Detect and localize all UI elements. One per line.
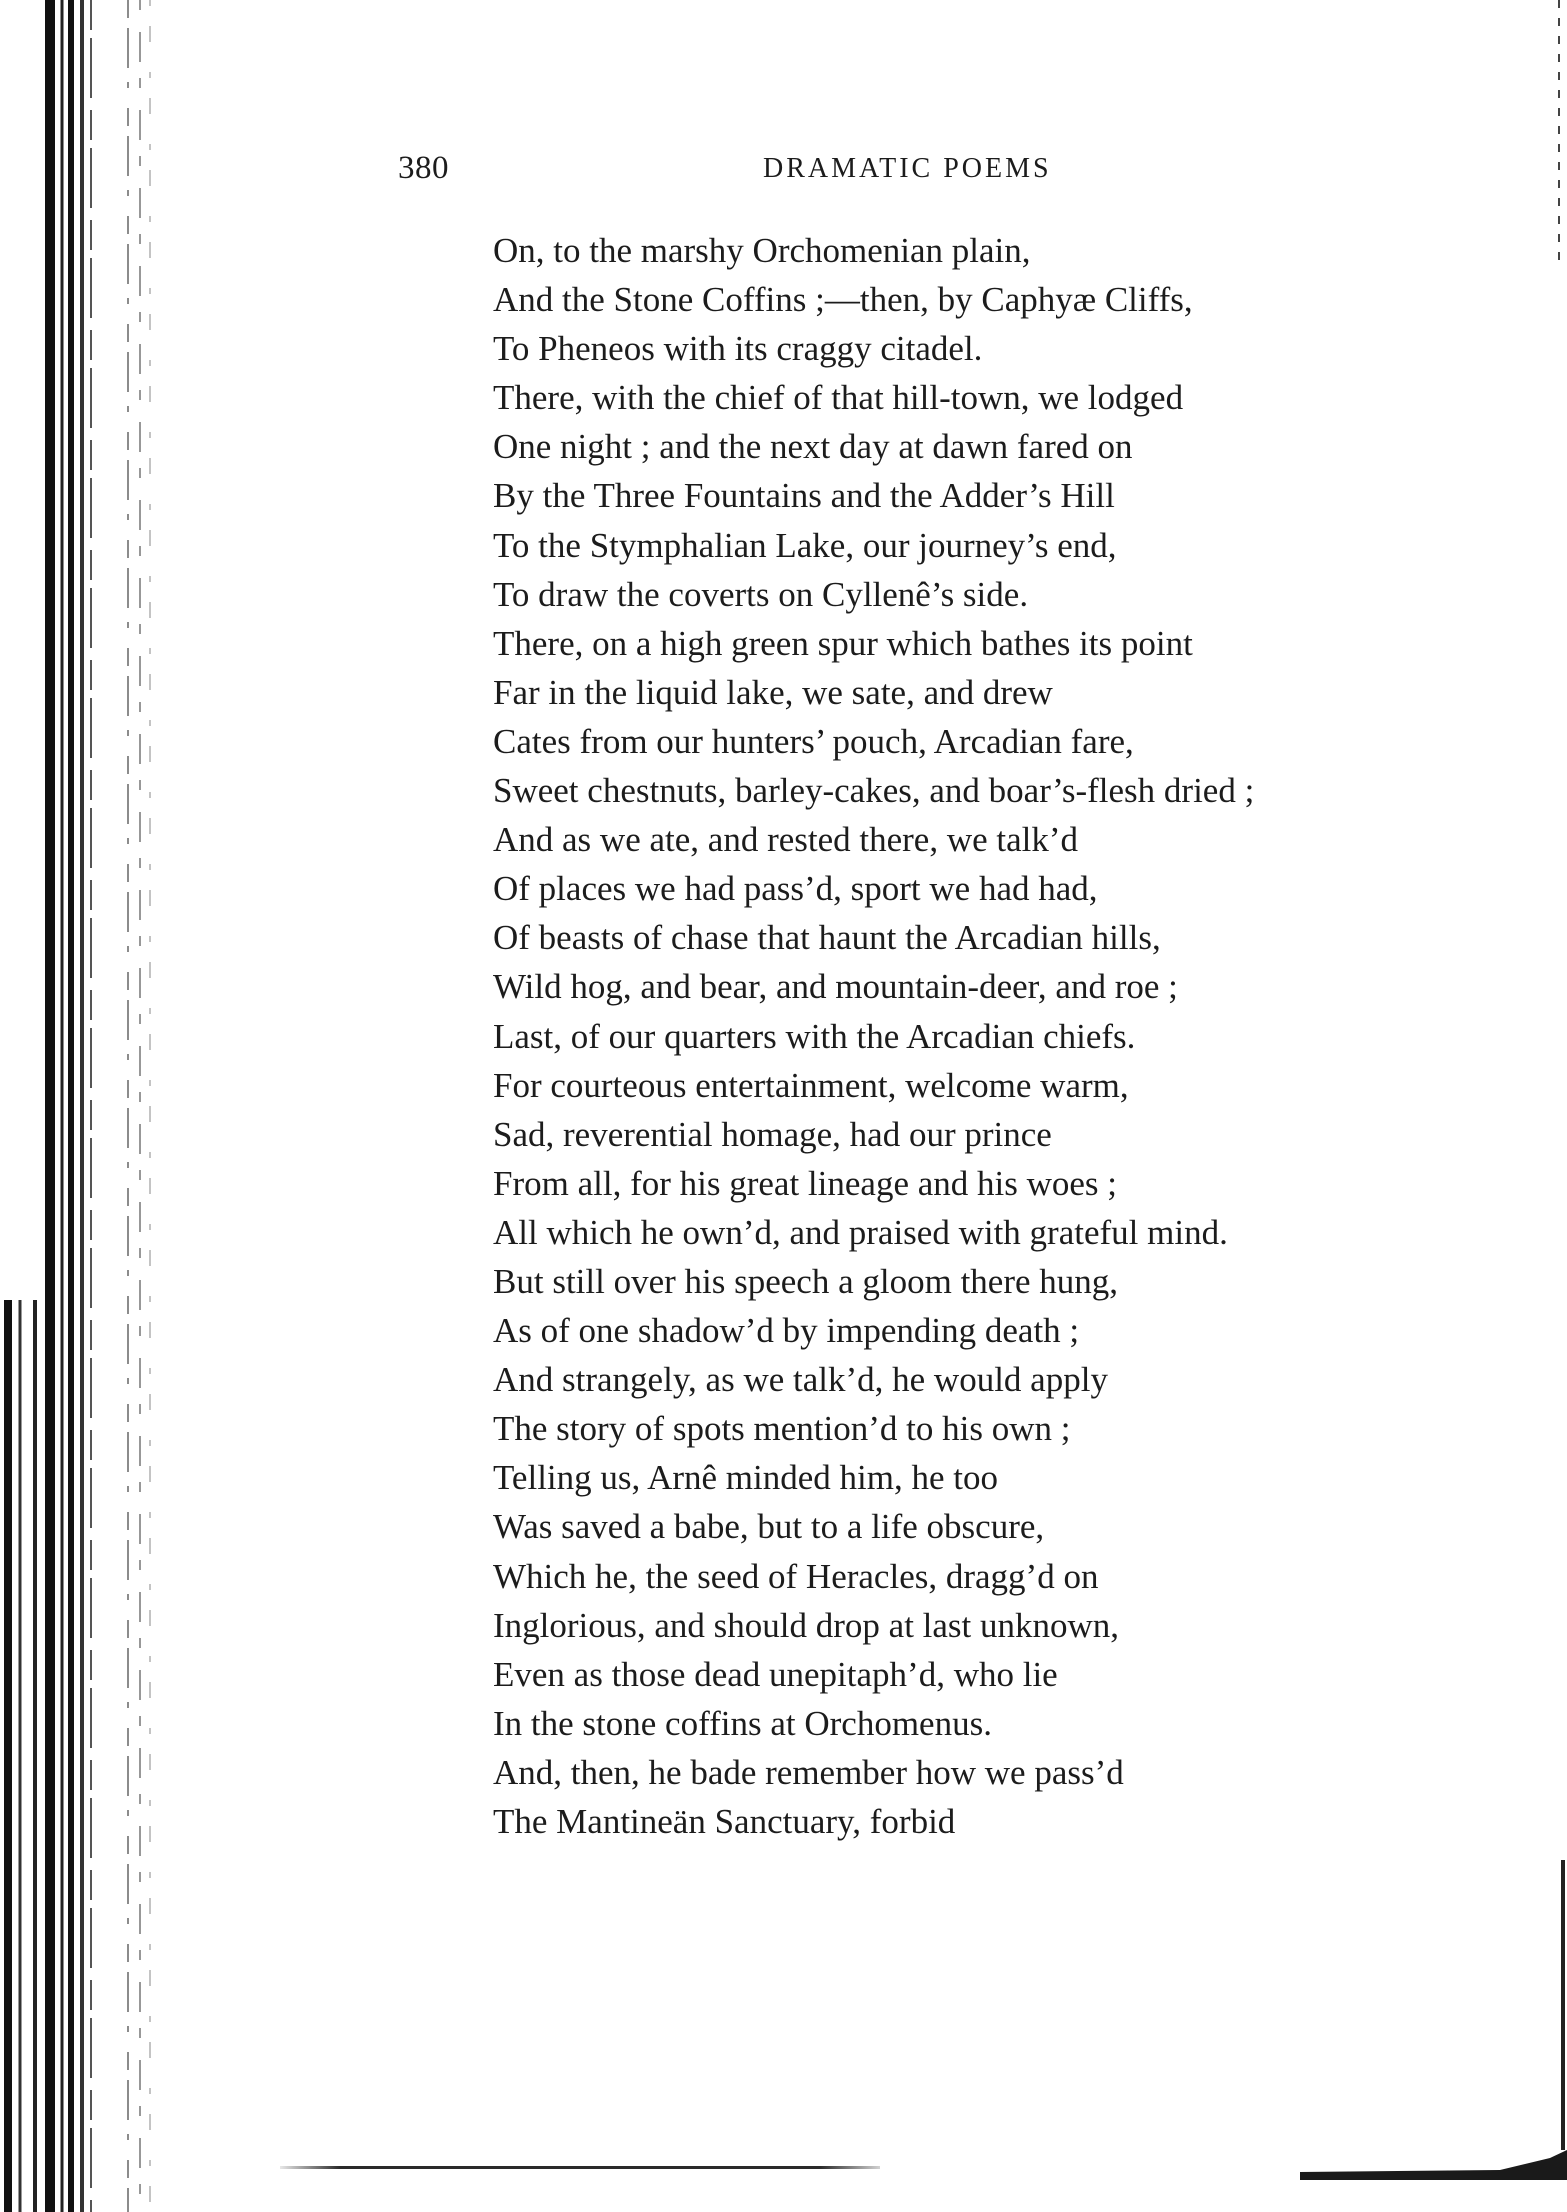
poem-line: The Mantineän Sanctuary, forbid bbox=[493, 1802, 956, 1841]
poem-line: Of places we had pass’d, sport we had had, bbox=[493, 869, 1098, 909]
poem-line: Even as those dead unepitaph’d, who lie bbox=[493, 1654, 1058, 1694]
poem-line: Which he, the seed of Heracles, dragg’d on bbox=[493, 1556, 1099, 1596]
poem-line: To the Stymphalian Lake, our journey’s end, bbox=[493, 525, 1117, 565]
poem-line: The story of spots mention’d to his own ; bbox=[493, 1409, 1071, 1449]
poem-line: For courteous entertainment, welcome warm, bbox=[493, 1065, 1129, 1105]
poem-line: Last, of our quarters with the Arcadian chiefs. bbox=[493, 1016, 1136, 1056]
poem-line: To draw the coverts on Cyllenê’s side. bbox=[493, 574, 1029, 614]
poem-line: As of one shadow’d by impending death ; bbox=[493, 1311, 1080, 1351]
poem-line: Telling us, Arnê minded him, he too bbox=[493, 1458, 998, 1498]
poem-line: There, with the chief of that hill-town, we lodged bbox=[493, 378, 1184, 418]
poem-line: Of beasts of chase that haunt the Arcadian hills, bbox=[493, 918, 1161, 958]
poem-line: Cates from our hunters’ pouch, Arcadian fare, bbox=[493, 721, 1134, 761]
page-number: 380 bbox=[398, 150, 449, 186]
poem-line: Sad, reverential homage, had our prince bbox=[493, 1114, 1052, 1154]
poem-text bbox=[493, 226, 1254, 1846]
page-binding-edge bbox=[0, 0, 160, 2212]
poem-line: And as we ate, and rested there, we talk’d bbox=[493, 820, 1079, 860]
poem-line: But still over his speech a gloom there hung, bbox=[493, 1261, 1119, 1301]
bottom-page-rule bbox=[280, 2166, 880, 2169]
poem-line: Far in the liquid lake, we sate, and drew bbox=[493, 672, 1053, 712]
poem-line: All which he own’d, and praised with grateful mind. bbox=[493, 1212, 1228, 1252]
poem-line: One night ; and the next day at dawn fared on bbox=[493, 427, 1133, 467]
poem-line: In the stone coffins at Orchomenus. bbox=[493, 1703, 992, 1743]
poem-line: Inglorious, and should drop at last unknown, bbox=[493, 1605, 1120, 1645]
poem-line: Wild hog, and bear, and mountain-deer, and roe ; bbox=[493, 967, 1178, 1007]
poem-line: On, to the marshy Orchomenian plain, bbox=[493, 231, 1031, 270]
running-title: DRAMATIC POEMS bbox=[763, 153, 1052, 184]
poem-line: By the Three Fountains and the Adder’s Hill bbox=[493, 476, 1115, 516]
page-right-edge bbox=[1537, 0, 1567, 2212]
poem-line: Was saved a babe, but to a life obscure, bbox=[493, 1507, 1045, 1547]
poem-line: There, on a high green spur which bathes its point bbox=[493, 623, 1193, 663]
poem-line: To Pheneos with its craggy citadel. bbox=[493, 329, 983, 369]
poem-line: And, then, he bade remember how we pass’d bbox=[493, 1752, 1124, 1792]
poem-line: And the Stone Coffins ;—then, by Caphyæ Cliffs, bbox=[493, 280, 1193, 320]
poem-line: And strangely, as we talk’d, he would apply bbox=[493, 1360, 1108, 1400]
bottom-corner-shadow bbox=[1300, 2150, 1567, 2180]
poem-line: From all, for his great lineage and his woes ; bbox=[493, 1163, 1118, 1203]
poem-line: Sweet chestnuts, barley-cakes, and boar’s-flesh dried ; bbox=[493, 771, 1255, 811]
